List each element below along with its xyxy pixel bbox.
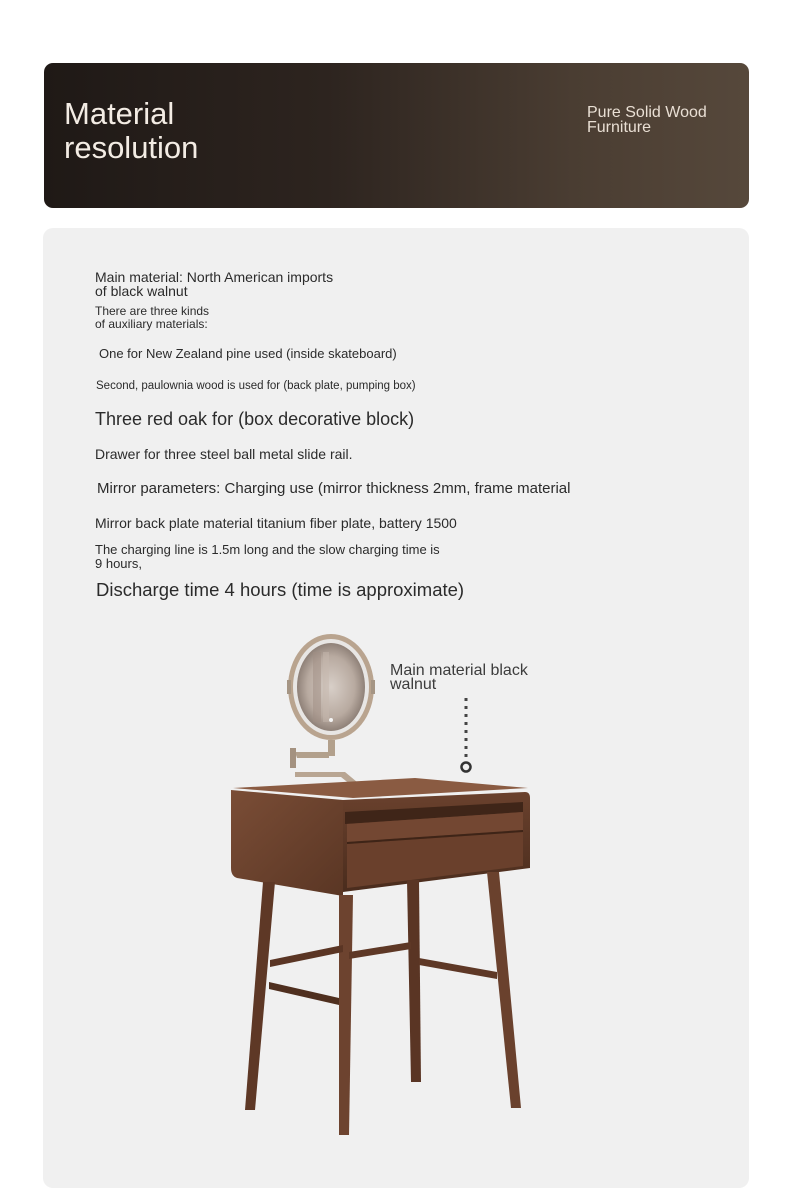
drawer-text: Drawer for three steel ball metal slide rail. xyxy=(95,446,353,462)
vanity-table xyxy=(231,778,530,1135)
main-material-callout: Main material black walnut xyxy=(390,662,528,693)
auxiliary-intro-text: There are three kinds of auxiliary materials: xyxy=(95,304,210,331)
callout-pointer xyxy=(462,698,471,772)
aux-material-two: Second, paulownia wood is used for (back plate, pumping box) xyxy=(96,380,416,392)
charging-text: The charging line is 1.5m long and the slow charging time is 9 hours, xyxy=(95,542,440,571)
aux-material-three: Three red oak for (box decorative block) xyxy=(95,409,415,429)
mirror-params-text: Mirror parameters: Charging use (mirror thickness 2mm, frame material xyxy=(97,480,571,497)
round-mirror xyxy=(287,634,375,785)
banner-subtitle: Pure Solid Wood Furniture xyxy=(587,104,707,136)
mirror-back-text: Mirror back plate material titanium fiber plate, battery 1500 xyxy=(95,515,457,531)
banner-title: Material resolution xyxy=(64,96,199,165)
dressing-table-image xyxy=(225,630,545,1150)
aux-material-one: One for New Zealand pine used (inside skateboard) xyxy=(99,346,397,361)
main-material-text: Main material: North American imports of black walnut xyxy=(95,269,334,299)
material-banner xyxy=(44,63,749,208)
discharge-text: Discharge time 4 hours (time is approximate) xyxy=(96,579,465,600)
